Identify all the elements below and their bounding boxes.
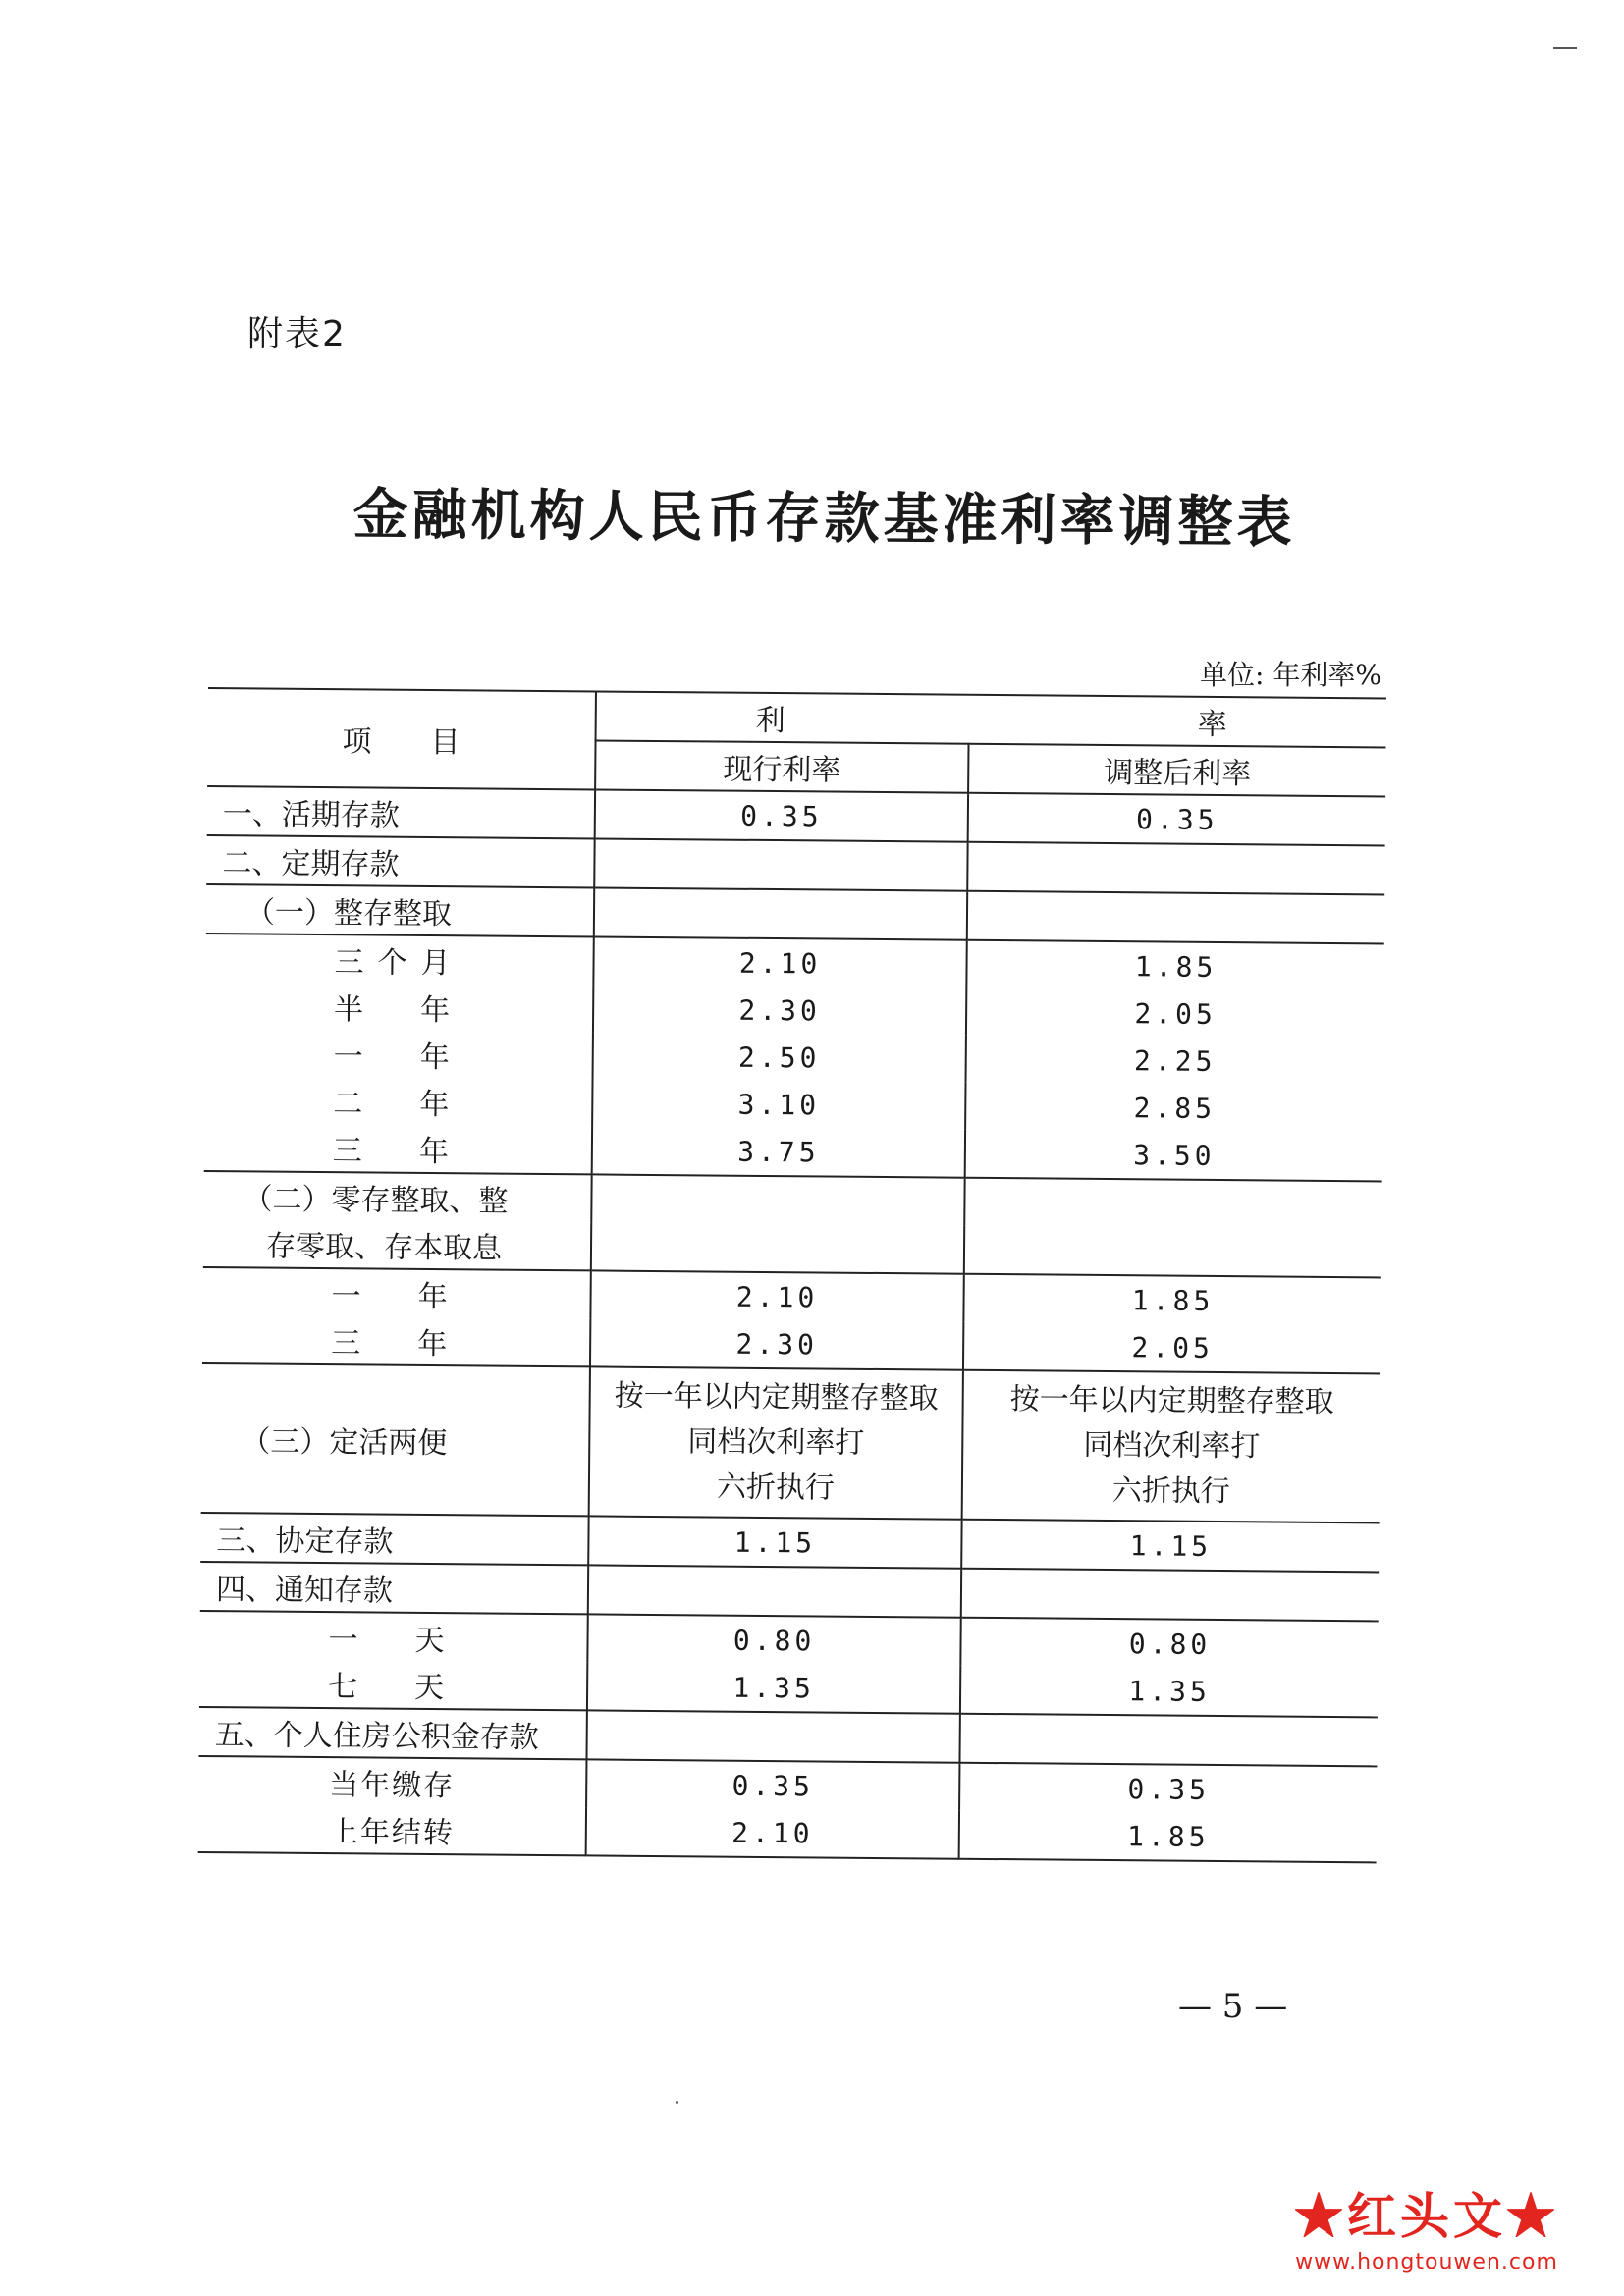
adjusted-rate-cell: 0.80 — [1128, 1627, 1212, 1661]
watermark-url: www.hongtouwen.com — [1295, 2250, 1558, 2274]
current-rate-cell: 2.30 — [590, 1318, 963, 1369]
header-item: 项 目 — [207, 688, 596, 789]
row-label: 一 年 — [202, 1267, 590, 1318]
row-label: 三 年 — [204, 1123, 592, 1174]
row-label: 二、定期存款 — [206, 835, 594, 887]
adjusted-rate-cell — [964, 1178, 1381, 1230]
current-rate-cell: 2.10 — [590, 1270, 963, 1321]
row-label: 三 年 — [202, 1315, 590, 1366]
adjusted-rate-cell: 0.35 — [1127, 1772, 1211, 1806]
page-number: — 5 — — [1178, 1987, 1288, 2026]
adjusted-rate-cell: 1.35 — [960, 1666, 1378, 1718]
current-rate-cell — [591, 1222, 964, 1273]
table-row — [201, 1363, 1380, 1522]
table-row — [198, 1804, 1377, 1862]
adjusted-rate-cell — [964, 1226, 1381, 1278]
current-rate-cell: 0.80 — [587, 1614, 960, 1665]
adjusted-rate-cell: 1.85 — [1131, 1283, 1215, 1317]
current-rate-cell: 0.35 — [586, 1759, 959, 1810]
current-rate-cell: 0.35 — [595, 789, 968, 841]
watermark-title: ★红头文★ — [1294, 2187, 1559, 2245]
current-rate-cell — [594, 887, 967, 939]
attachment-label: 附表2 — [247, 314, 347, 354]
current-rate-cell: 2.30 — [593, 985, 966, 1035]
current-rate-cell: 2.50 — [593, 1032, 966, 1082]
adjusted-rate-cell: 2.05 — [1134, 996, 1217, 1031]
row-label: 二 年 — [204, 1076, 592, 1126]
page-title: 金融机构人民币存款基准利率调整表 — [352, 481, 1296, 556]
note-line: 按一年以内定期整存整取 — [614, 1378, 939, 1416]
current-rate-cell — [594, 838, 967, 890]
row-label: 存零取、存本取息 — [203, 1219, 591, 1270]
adjusted-rate-cell — [959, 1714, 1377, 1767]
note-line: 同档次利率打 — [1083, 1427, 1261, 1465]
row-label: 一、活期存款 — [207, 786, 595, 838]
current-rate-cell: 3.10 — [592, 1079, 965, 1129]
current-rate-cell: 2.10 — [586, 1807, 959, 1858]
adjusted-rate-note — [962, 1370, 1380, 1523]
row-label: 三、协定存款 — [200, 1513, 588, 1565]
header-rate-group: 利 率 — [596, 691, 1386, 747]
row-label: （三）定活两便 — [201, 1363, 590, 1516]
adjusted-rate-cell: 0.35 — [968, 793, 1385, 846]
current-rate-cell: 3.75 — [592, 1126, 965, 1177]
header-current-rate: 现行利率 — [595, 740, 968, 792]
current-rate-cell — [591, 1174, 964, 1225]
adjusted-rate-cell — [967, 842, 1384, 895]
row-label: 四、通知存款 — [200, 1562, 588, 1614]
current-rate-note — [589, 1366, 963, 1519]
current-rate-cell: 1.15 — [588, 1516, 961, 1568]
adjusted-rate-cell: 2.85 — [1133, 1091, 1217, 1125]
adjusted-rate-cell: 2.05 — [963, 1322, 1380, 1374]
header-adjusted-rate: 调整后利率 — [968, 744, 1385, 797]
adjusted-rate-cell — [961, 1569, 1379, 1622]
adjusted-rate-cell: 1.85 — [1134, 949, 1218, 984]
adjusted-rate-cell: 1.85 — [959, 1811, 1377, 1863]
current-rate-cell — [588, 1565, 961, 1617]
note-line: 六折执行 — [1111, 1473, 1231, 1510]
adjusted-rate-cell: 3.50 — [965, 1130, 1382, 1182]
note-line: 同档次利率打 — [687, 1424, 865, 1461]
current-rate-cell: 2.10 — [593, 936, 966, 988]
row-label: （一）整存整取 — [206, 884, 594, 936]
current-rate-cell: 1.35 — [587, 1662, 960, 1713]
row-label: 一 天 — [199, 1611, 587, 1662]
adjusted-rate-cell — [967, 891, 1384, 944]
current-rate-cell — [586, 1710, 959, 1762]
note-line: 按一年以内定期整存整取 — [1009, 1382, 1334, 1420]
watermark — [1235, 2177, 1618, 2274]
row-label: 半 年 — [205, 982, 593, 1032]
row-label: 三个月 — [205, 934, 593, 985]
scan-speck — [676, 2101, 678, 2104]
adjusted-rate-cell: 2.25 — [1133, 1043, 1217, 1078]
note-line: 六折执行 — [716, 1469, 836, 1506]
adjusted-rate-cell: 1.15 — [961, 1520, 1379, 1573]
row-label: （二）零存整取、整 — [203, 1171, 591, 1222]
rate-table — [198, 687, 1386, 1863]
row-label: 五、个人住房公积金存款 — [198, 1707, 586, 1759]
scan-speck — [1553, 47, 1577, 49]
unit-note: 单位: 年利率% — [1200, 659, 1381, 691]
row-label: 当年缴存 — [198, 1756, 586, 1807]
row-label: 上年结转 — [198, 1804, 586, 1855]
rate-table-container — [198, 687, 1386, 1855]
row-label: 一 年 — [205, 1029, 593, 1079]
row-label: 七 天 — [199, 1659, 587, 1710]
